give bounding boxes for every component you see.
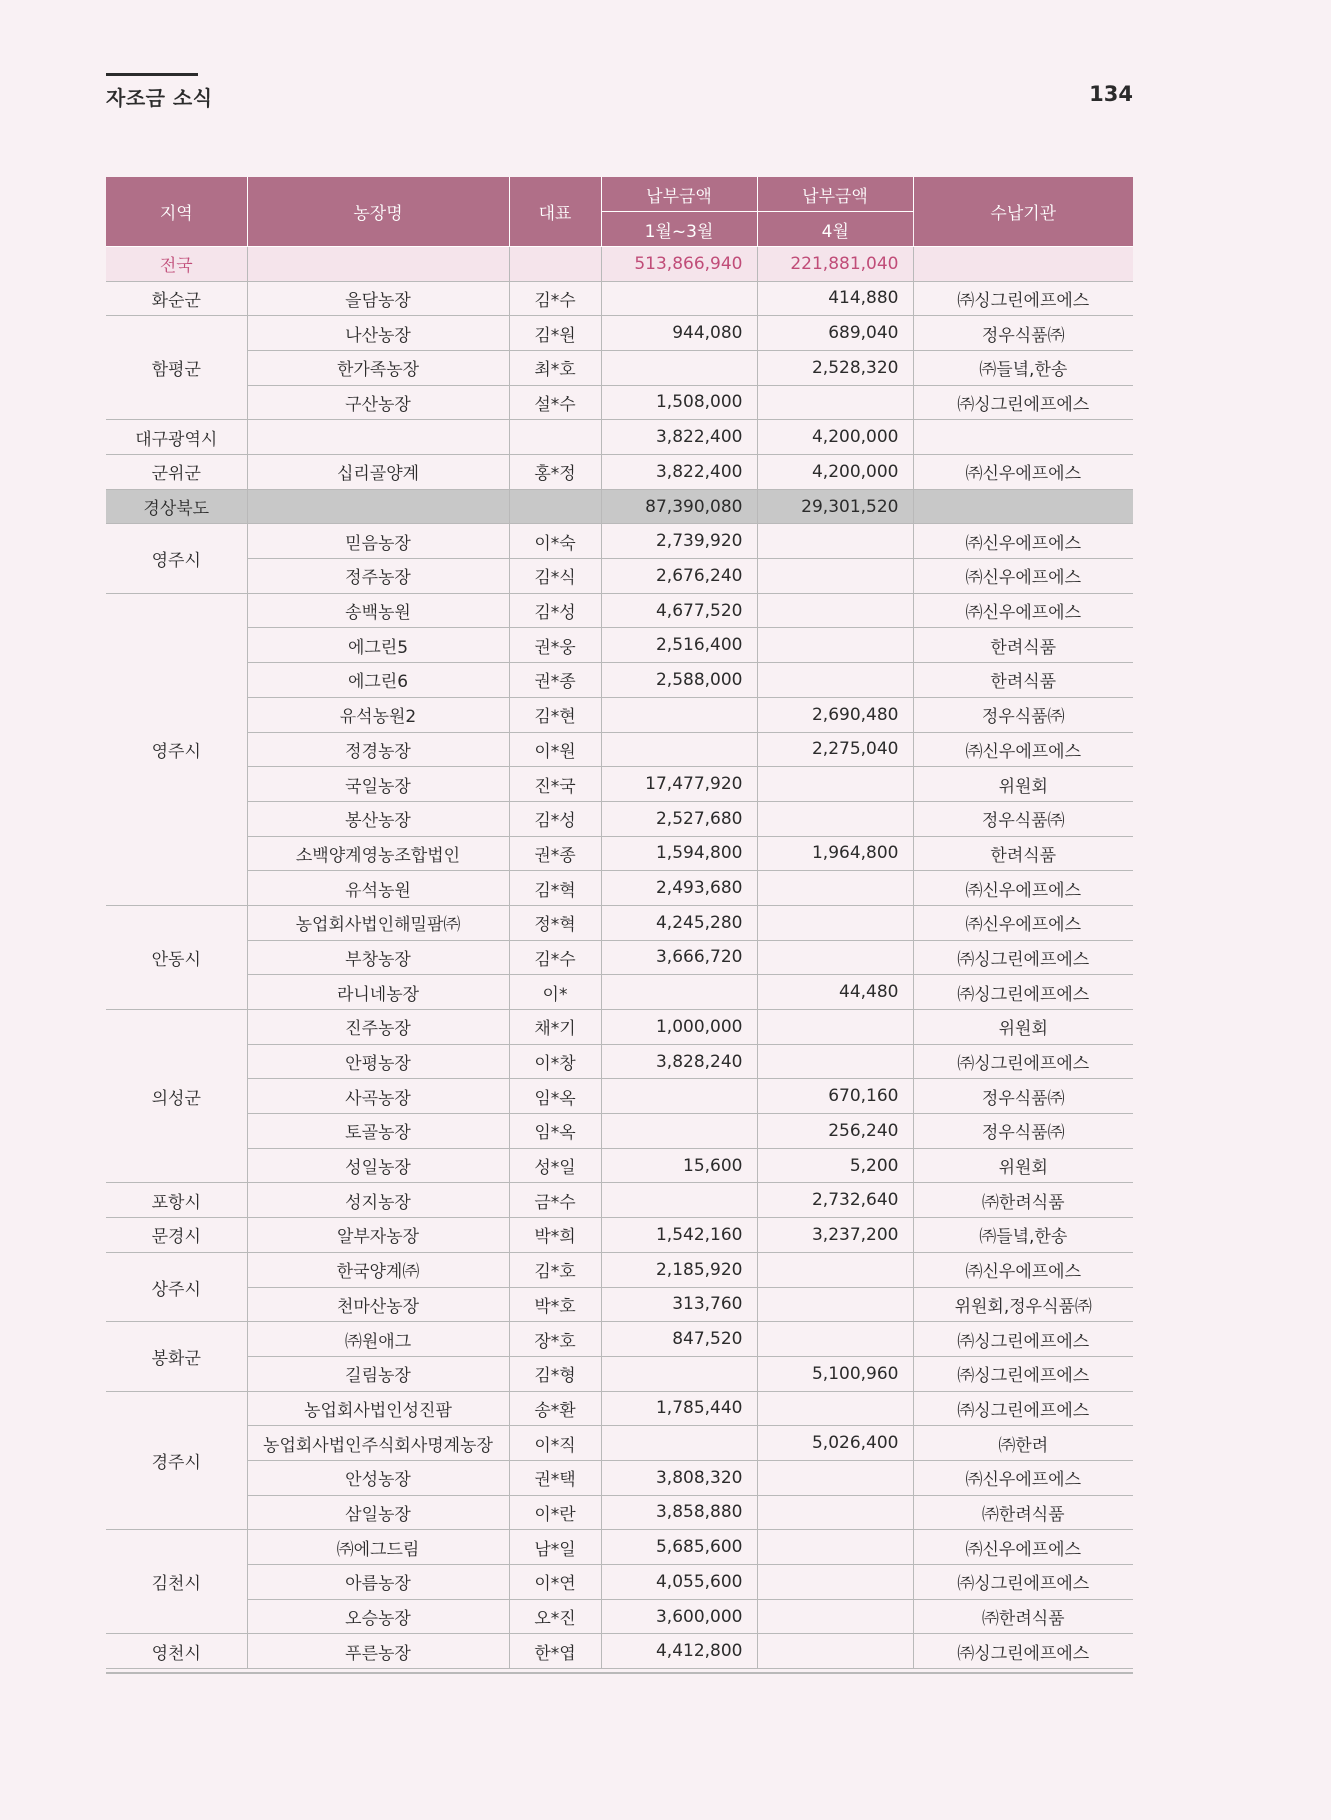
section-title: 자조금 소식	[106, 86, 213, 110]
farm-name-cell: 믿음농장	[247, 524, 509, 559]
agency-cell: ㈜신우에프에스	[913, 524, 1133, 559]
representative-cell: 이*원	[509, 732, 601, 767]
agency-cell: 위원회	[913, 767, 1133, 802]
table-row	[106, 940, 1133, 975]
header-agency: 수납기관	[913, 177, 1133, 246]
agency-cell	[913, 420, 1133, 455]
payment-apr-cell: 256,240	[757, 1114, 913, 1149]
payment-apr-cell	[757, 663, 913, 698]
representative-cell: 채*기	[509, 1010, 601, 1045]
farm-name-cell: ㈜에그드림	[247, 1530, 509, 1565]
payment-apr-cell: 2,528,320	[757, 350, 913, 385]
payment-apr-cell	[757, 593, 913, 628]
agency-cell: ㈜신우에프에스	[913, 1252, 1133, 1287]
payment-q1-cell: 3,828,240	[601, 1044, 757, 1079]
farm-name-cell: 길림농장	[247, 1356, 509, 1391]
table-row	[106, 1148, 1133, 1183]
payment-apr-cell: 5,026,400	[757, 1426, 913, 1461]
payment-apr-cell	[757, 1322, 913, 1357]
agency-cell: 정우식품㈜	[913, 1079, 1133, 1114]
payment-apr-cell: 5,100,960	[757, 1356, 913, 1391]
region-cell: 안동시	[106, 905, 247, 1009]
representative-cell: 한*엽	[509, 1634, 601, 1669]
payment-q1-cell: 2,739,920	[601, 524, 757, 559]
agency-cell	[913, 489, 1133, 524]
region-cell: 경상북도	[106, 489, 247, 524]
table-row	[106, 524, 1133, 559]
payment-q1-cell: 1,508,000	[601, 385, 757, 420]
farm-name-cell: 한가족농장	[247, 350, 509, 385]
representative-cell: 남*일	[509, 1530, 601, 1565]
representative-cell: 이*숙	[509, 524, 601, 559]
table-row	[106, 1010, 1133, 1045]
representative-cell	[509, 489, 601, 524]
agency-cell: 정우식품㈜	[913, 697, 1133, 732]
representative-cell: 이*창	[509, 1044, 601, 1079]
payment-q1-cell	[601, 281, 757, 316]
farm-name-cell: 알부자농장	[247, 1218, 509, 1253]
payment-apr-cell	[757, 1460, 913, 1495]
payment-q1-cell	[601, 1356, 757, 1391]
region-cell: 김천시	[106, 1530, 247, 1634]
payment-q1-cell	[601, 350, 757, 385]
representative-cell: 이*직	[509, 1426, 601, 1461]
representative-cell: 홍*정	[509, 455, 601, 490]
agency-cell: 한려식품	[913, 663, 1133, 698]
payment-q1-cell: 944,080	[601, 316, 757, 351]
representative-cell: 김*성	[509, 593, 601, 628]
agency-cell: ㈜한려	[913, 1426, 1133, 1461]
table-row	[106, 1079, 1133, 1114]
farm-name-cell: 진주농장	[247, 1010, 509, 1045]
agency-cell: 한려식품	[913, 836, 1133, 871]
representative-cell: 권*택	[509, 1460, 601, 1495]
header-pay-q1: 납부금액	[601, 177, 757, 212]
total-label: 전국	[106, 246, 247, 281]
payment-apr-cell	[757, 871, 913, 906]
payment-q1-cell	[601, 1183, 757, 1218]
table-row	[106, 593, 1133, 628]
representative-cell: 설*수	[509, 385, 601, 420]
representative-cell: 김*형	[509, 1356, 601, 1391]
region-cell: 대구광역시	[106, 420, 247, 455]
payment-q1-cell: 1,000,000	[601, 1010, 757, 1045]
payment-q1-cell: 1,785,440	[601, 1391, 757, 1426]
agency-cell: 위원회	[913, 1010, 1133, 1045]
payment-apr-cell: 44,480	[757, 975, 913, 1010]
representative-cell: 김*수	[509, 281, 601, 316]
payment-apr-cell: 4,200,000	[757, 420, 913, 455]
header-rule	[106, 73, 198, 76]
header-farm: 농장명	[247, 177, 509, 246]
table-row	[106, 1114, 1133, 1149]
agency-cell: ㈜한려식품	[913, 1183, 1133, 1218]
farm-name-cell: 농업회사법인주식회사명계농장	[247, 1426, 509, 1461]
table-row	[106, 1599, 1133, 1634]
agency-cell: 위원회,정우식품㈜	[913, 1287, 1133, 1322]
farm-name-cell: 한국양계㈜	[247, 1252, 509, 1287]
agency-cell: ㈜한려식품	[913, 1495, 1133, 1530]
farm-name-cell: 정주농장	[247, 559, 509, 594]
farm-name-cell: 오승농장	[247, 1599, 509, 1634]
table-row	[106, 975, 1133, 1010]
payment-q1-cell: 2,676,240	[601, 559, 757, 594]
table-row	[106, 663, 1133, 698]
payment-apr-cell: 2,732,640	[757, 1183, 913, 1218]
farm-name-cell: 성일농장	[247, 1148, 509, 1183]
table-row	[106, 732, 1133, 767]
representative-cell: 권*웅	[509, 628, 601, 663]
agency-cell: ㈜신우에프에스	[913, 559, 1133, 594]
agency-cell: 정우식품㈜	[913, 1114, 1133, 1149]
table-row	[106, 871, 1133, 906]
payment-q1-cell: 4,245,280	[601, 905, 757, 940]
agency-cell: ㈜싱그린에프에스	[913, 1565, 1133, 1600]
table-row	[106, 316, 1133, 351]
payment-apr-cell	[757, 1530, 913, 1565]
farm-name-cell: 사곡농장	[247, 1079, 509, 1114]
payment-apr-cell: 3,237,200	[757, 1218, 913, 1253]
agency-cell: ㈜싱그린에프에스	[913, 385, 1133, 420]
payment-q1-cell	[601, 697, 757, 732]
table-row	[106, 420, 1133, 455]
region-cell: 화순군	[106, 281, 247, 316]
payment-q1-cell: 3,600,000	[601, 1599, 757, 1634]
payment-q1-cell	[601, 1079, 757, 1114]
representative-cell: 최*호	[509, 350, 601, 385]
total-apr: 221,881,040	[757, 246, 913, 281]
agency-cell: ㈜들녘,한송	[913, 350, 1133, 385]
representative-cell: 김*혁	[509, 871, 601, 906]
farm-name-cell: 아름농장	[247, 1565, 509, 1600]
table-row	[106, 1183, 1133, 1218]
agency-cell: ㈜싱그린에프에스	[913, 1044, 1133, 1079]
farm-name-cell: 나산농장	[247, 316, 509, 351]
payment-apr-cell	[757, 940, 913, 975]
representative-cell: 정*혁	[509, 905, 601, 940]
payment-q1-cell: 15,600	[601, 1148, 757, 1183]
farm-name-cell: 토골농장	[247, 1114, 509, 1149]
agency-cell: 정우식품㈜	[913, 801, 1133, 836]
payment-apr-cell	[757, 1599, 913, 1634]
payment-apr-cell: 5,200	[757, 1148, 913, 1183]
agency-cell: ㈜신우에프에스	[913, 593, 1133, 628]
representative-cell: 김*식	[509, 559, 601, 594]
payment-q1-cell: 5,685,600	[601, 1530, 757, 1565]
farm-name-cell: 안성농장	[247, 1460, 509, 1495]
farm-name-cell: 농업회사법인해밀팜㈜	[247, 905, 509, 940]
payment-apr-cell: 2,690,480	[757, 697, 913, 732]
payment-apr-cell: 1,964,800	[757, 836, 913, 871]
payment-q1-cell: 847,520	[601, 1322, 757, 1357]
representative-cell: 오*진	[509, 1599, 601, 1634]
region-cell: 봉화군	[106, 1322, 247, 1391]
payment-q1-cell: 87,390,080	[601, 489, 757, 524]
agency-cell: ㈜신우에프에스	[913, 1530, 1133, 1565]
table-row	[106, 455, 1133, 490]
representative-cell: 장*호	[509, 1322, 601, 1357]
payment-q1-cell: 2,588,000	[601, 663, 757, 698]
payment-q1-cell	[601, 975, 757, 1010]
agency-cell: ㈜싱그린에프에스	[913, 1322, 1133, 1357]
region-cell: 문경시	[106, 1218, 247, 1253]
agency-cell: ㈜신우에프에스	[913, 1460, 1133, 1495]
payment-apr-cell	[757, 628, 913, 663]
representative-cell: 권*종	[509, 663, 601, 698]
payment-q1-cell: 4,055,600	[601, 1565, 757, 1600]
payment-q1-cell: 2,527,680	[601, 801, 757, 836]
table-row	[106, 905, 1133, 940]
payment-q1-cell: 3,666,720	[601, 940, 757, 975]
payment-apr-cell	[757, 1044, 913, 1079]
payment-q1-cell: 17,477,920	[601, 767, 757, 802]
payment-q1-cell: 1,594,800	[601, 836, 757, 871]
payment-q1-cell: 3,858,880	[601, 1495, 757, 1530]
payment-q1-cell: 313,760	[601, 1287, 757, 1322]
table-row	[106, 1460, 1133, 1495]
header-pay-q1-period: 1월~3월	[601, 212, 757, 247]
farm-name-cell: 송백농원	[247, 593, 509, 628]
table-row	[106, 1218, 1133, 1253]
table-row	[106, 1565, 1133, 1600]
payment-apr-cell: 689,040	[757, 316, 913, 351]
representative-cell: 김*호	[509, 1252, 601, 1287]
agency-cell: ㈜신우에프에스	[913, 455, 1133, 490]
table-header	[106, 177, 1133, 246]
payment-apr-cell	[757, 1565, 913, 1600]
payment-apr-cell	[757, 1391, 913, 1426]
representative-cell	[509, 420, 601, 455]
representative-cell: 임*옥	[509, 1079, 601, 1114]
agency-cell: ㈜싱그린에프에스	[913, 1356, 1133, 1391]
farm-name-cell	[247, 420, 509, 455]
table-row	[106, 1322, 1133, 1357]
payment-q1-cell: 2,516,400	[601, 628, 757, 663]
payment-q1-cell: 3,808,320	[601, 1460, 757, 1495]
payment-apr-cell: 29,301,520	[757, 489, 913, 524]
agency-cell: 정우식품㈜	[913, 316, 1133, 351]
payment-apr-cell	[757, 1634, 913, 1669]
payment-apr-cell	[757, 1252, 913, 1287]
table-row	[106, 1634, 1133, 1669]
farm-name-cell: 봉산농장	[247, 801, 509, 836]
agency-cell: 한려식품	[913, 628, 1133, 663]
farm-name-cell: ㈜원애그	[247, 1322, 509, 1357]
region-cell: 의성군	[106, 1010, 247, 1183]
farm-name-cell: 소백양계영농조합법인	[247, 836, 509, 871]
payment-apr-cell	[757, 905, 913, 940]
payment-q1-cell: 1,542,160	[601, 1218, 757, 1253]
farm-name-cell: 십리골양계	[247, 455, 509, 490]
table-row	[106, 1426, 1133, 1461]
farm-name-cell: 정경농장	[247, 732, 509, 767]
farm-name-cell: 농업회사법인성진팜	[247, 1391, 509, 1426]
representative-cell: 임*옥	[509, 1114, 601, 1149]
farm-name-cell: 성지농장	[247, 1183, 509, 1218]
payment-q1-cell: 2,493,680	[601, 871, 757, 906]
table-row	[106, 1495, 1133, 1530]
farm-name-cell: 에그린6	[247, 663, 509, 698]
farm-name-cell: 부창농장	[247, 940, 509, 975]
table-row	[106, 1530, 1133, 1565]
table-row	[106, 559, 1133, 594]
region-cell: 영천시	[106, 1634, 247, 1669]
agency-cell: ㈜한려식품	[913, 1599, 1133, 1634]
table-row	[106, 281, 1133, 316]
total-farm	[247, 246, 509, 281]
header-rep: 대표	[509, 177, 601, 246]
payment-apr-cell	[757, 767, 913, 802]
payment-apr-cell	[757, 524, 913, 559]
table-row	[106, 767, 1133, 802]
representative-cell: 김*수	[509, 940, 601, 975]
payment-apr-cell: 414,880	[757, 281, 913, 316]
agency-cell: ㈜신우에프에스	[913, 732, 1133, 767]
farm-name-cell: 라니네농장	[247, 975, 509, 1010]
representative-cell: 이*연	[509, 1565, 601, 1600]
payment-apr-cell	[757, 801, 913, 836]
region-cell: 영주시	[106, 524, 247, 593]
table-row	[106, 1391, 1133, 1426]
agency-cell: ㈜신우에프에스	[913, 871, 1133, 906]
representative-cell: 성*일	[509, 1148, 601, 1183]
total-q1: 513,866,940	[601, 246, 757, 281]
region-cell: 상주시	[106, 1252, 247, 1321]
farm-name-cell: 푸른농장	[247, 1634, 509, 1669]
table-row	[106, 1252, 1133, 1287]
total-rep	[509, 246, 601, 281]
table-row	[106, 1356, 1133, 1391]
farm-name-cell: 유석농원	[247, 871, 509, 906]
payment-q1-cell: 3,822,400	[601, 420, 757, 455]
table-row	[106, 697, 1133, 732]
payment-apr-cell: 4,200,000	[757, 455, 913, 490]
representative-cell: 진*국	[509, 767, 601, 802]
header-pay-apr: 납부금액	[757, 177, 913, 212]
agency-cell: ㈜싱그린에프에스	[913, 1634, 1133, 1669]
representative-cell: 금*수	[509, 1183, 601, 1218]
agency-cell: ㈜싱그린에프에스	[913, 975, 1133, 1010]
representative-cell: 김*현	[509, 697, 601, 732]
payment-apr-cell	[757, 1495, 913, 1530]
agency-cell: ㈜들녘,한송	[913, 1218, 1133, 1253]
table-row	[106, 1287, 1133, 1322]
agency-cell: ㈜싱그린에프에스	[913, 940, 1133, 975]
header-region: 지역	[106, 177, 247, 246]
representative-cell: 이*	[509, 975, 601, 1010]
agency-cell: ㈜싱그린에프에스	[913, 281, 1133, 316]
representative-cell: 송*환	[509, 1391, 601, 1426]
payment-q1-cell: 4,677,520	[601, 593, 757, 628]
payment-q1-cell	[601, 732, 757, 767]
region-cell: 함평군	[106, 316, 247, 420]
payment-q1-cell: 2,185,920	[601, 1252, 757, 1287]
farm-name-cell: 구산농장	[247, 385, 509, 420]
table-row	[106, 836, 1133, 871]
table-row	[106, 385, 1133, 420]
payment-apr-cell	[757, 1010, 913, 1045]
farm-name-cell: 안평농장	[247, 1044, 509, 1079]
representative-cell: 김*원	[509, 316, 601, 351]
region-cell: 경주시	[106, 1391, 247, 1530]
farm-name-cell: 유석농원2	[247, 697, 509, 732]
payment-apr-cell: 2,275,040	[757, 732, 913, 767]
table-row	[106, 801, 1133, 836]
region-cell: 포항시	[106, 1183, 247, 1218]
payment-q1-cell: 4,412,800	[601, 1634, 757, 1669]
farm-name-cell: 천마산농장	[247, 1287, 509, 1322]
page-number: 134	[1089, 82, 1133, 106]
table-body	[106, 246, 1133, 1668]
agency-cell: ㈜신우에프에스	[913, 905, 1133, 940]
representative-cell: 김*성	[509, 801, 601, 836]
payment-q1-cell	[601, 1114, 757, 1149]
header-pay-apr-period: 4월	[757, 212, 913, 247]
total-agency	[913, 246, 1133, 281]
payment-table	[106, 177, 1133, 1669]
farm-name-cell: 에그린5	[247, 628, 509, 663]
table-bottom-rule	[106, 1672, 1133, 1674]
representative-cell: 이*란	[509, 1495, 601, 1530]
agency-cell: ㈜싱그린에프에스	[913, 1391, 1133, 1426]
payment-apr-cell	[757, 1287, 913, 1322]
farm-name-cell: 삼일농장	[247, 1495, 509, 1530]
payment-apr-cell	[757, 385, 913, 420]
payment-apr-cell	[757, 559, 913, 594]
total-row	[106, 246, 1133, 281]
representative-cell: 박*희	[509, 1218, 601, 1253]
table-row	[106, 1044, 1133, 1079]
representative-cell: 박*호	[509, 1287, 601, 1322]
region-cell: 군위군	[106, 455, 247, 490]
payment-apr-cell: 670,160	[757, 1079, 913, 1114]
table-row	[106, 628, 1133, 663]
payment-q1-cell	[601, 1426, 757, 1461]
province-row	[106, 489, 1133, 524]
farm-name-cell	[247, 489, 509, 524]
farm-name-cell: 을담농장	[247, 281, 509, 316]
agency-cell: 위원회	[913, 1148, 1133, 1183]
table-row	[106, 350, 1133, 385]
region-cell: 영주시	[106, 593, 247, 905]
representative-cell: 권*종	[509, 836, 601, 871]
payment-q1-cell: 3,822,400	[601, 455, 757, 490]
farm-name-cell: 국일농장	[247, 767, 509, 802]
